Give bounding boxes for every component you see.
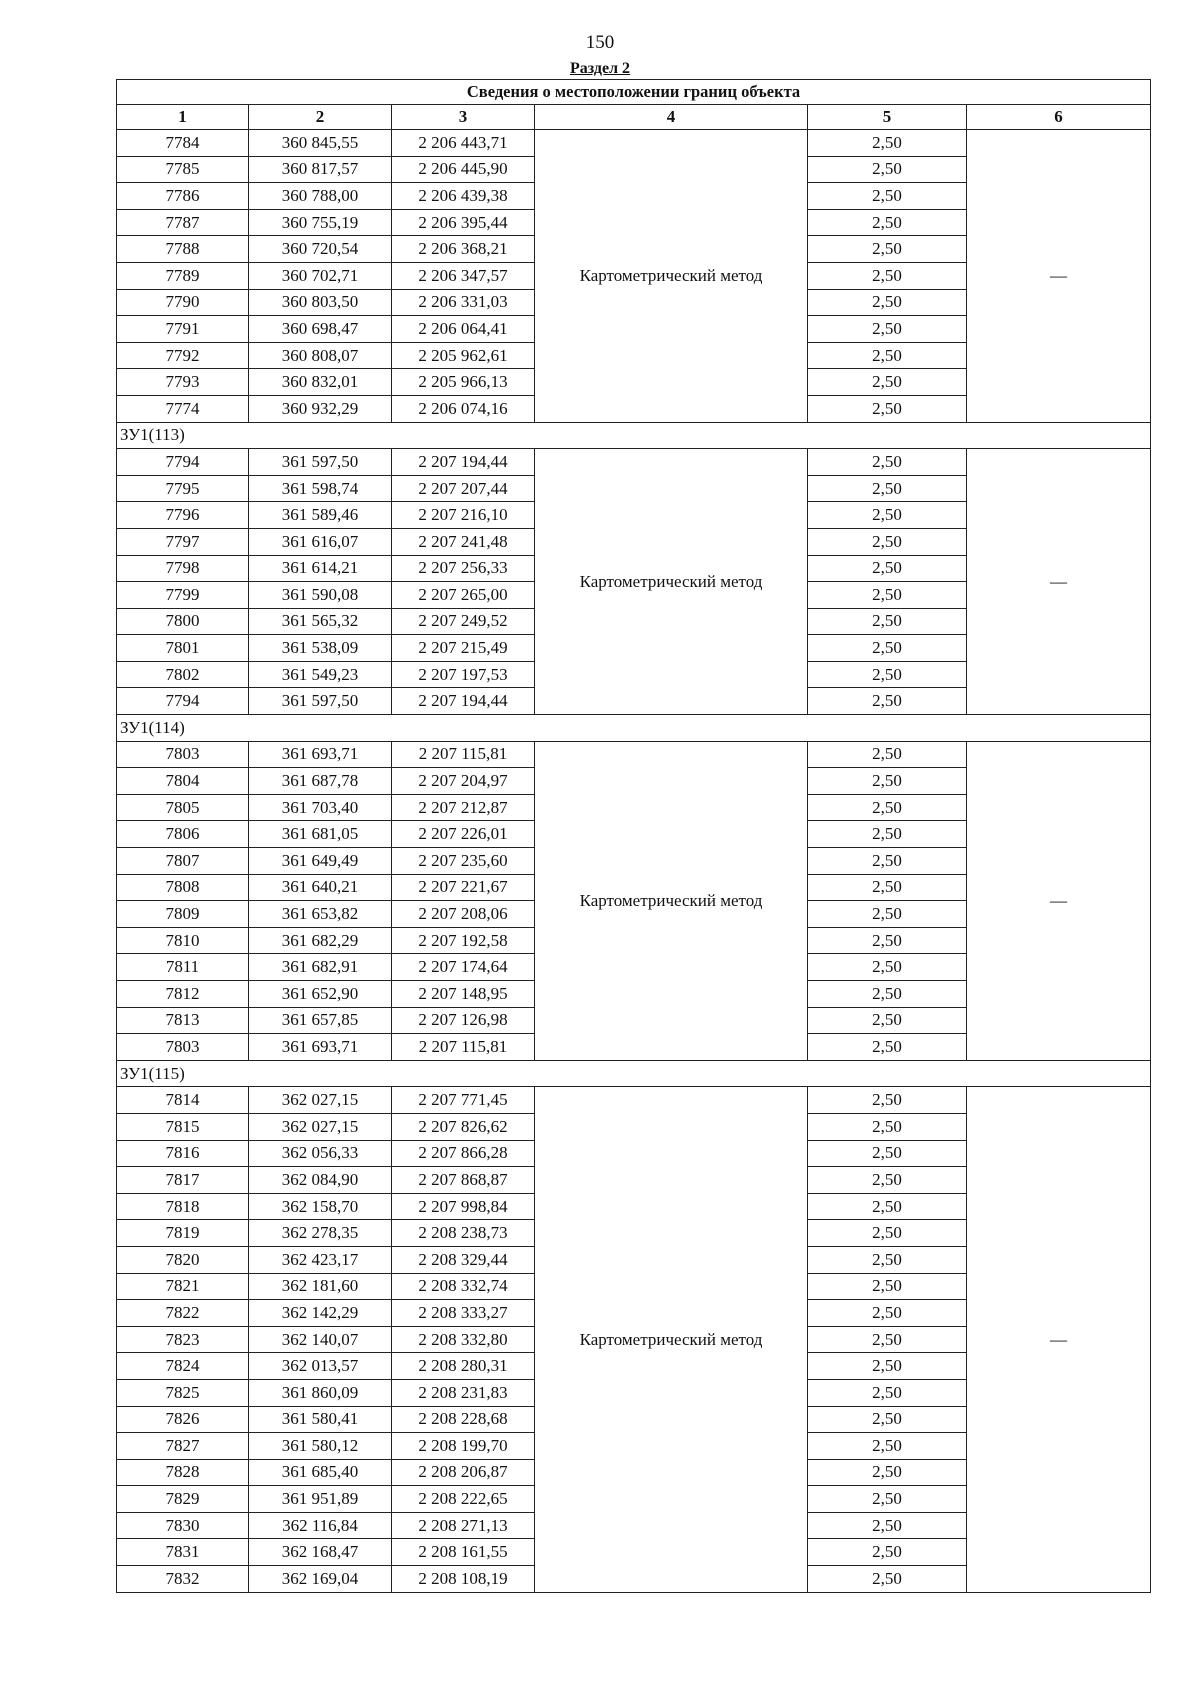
x-coordinate-cell: 361 565,32 xyxy=(249,608,392,635)
precision-cell: 2,50 xyxy=(808,874,967,901)
point-number-cell: 7817 xyxy=(117,1167,249,1194)
x-coordinate-cell: 361 860,09 xyxy=(249,1379,392,1406)
precision-cell: 2,50 xyxy=(808,1566,967,1593)
y-coordinate-cell: 2 207 212,87 xyxy=(392,794,535,821)
column-number-2: 2 xyxy=(249,105,392,130)
point-number-cell: 7799 xyxy=(117,582,249,609)
column-6-cell: — xyxy=(967,741,1151,1060)
y-coordinate-cell: 2 207 148,95 xyxy=(392,981,535,1008)
precision-cell: 2,50 xyxy=(808,1379,967,1406)
point-number-cell: 7829 xyxy=(117,1486,249,1513)
x-coordinate-cell: 362 027,15 xyxy=(249,1113,392,1140)
column-number-4: 4 xyxy=(535,105,808,130)
precision-cell: 2,50 xyxy=(808,635,967,662)
y-coordinate-cell: 2 207 204,97 xyxy=(392,768,535,795)
x-coordinate-cell: 360 808,07 xyxy=(249,342,392,369)
table-caption: Сведения о местоположении границ объекта xyxy=(117,80,1151,105)
x-coordinate-cell: 361 580,12 xyxy=(249,1433,392,1460)
y-coordinate-cell: 2 207 235,60 xyxy=(392,848,535,875)
x-coordinate-cell: 361 597,50 xyxy=(249,449,392,476)
point-number-cell: 7801 xyxy=(117,635,249,662)
x-coordinate-cell: 361 693,71 xyxy=(249,1034,392,1061)
x-coordinate-cell: 362 013,57 xyxy=(249,1353,392,1380)
point-number-cell: 7791 xyxy=(117,316,249,343)
point-number-cell: 7784 xyxy=(117,130,249,157)
x-coordinate-cell: 361 685,40 xyxy=(249,1459,392,1486)
y-coordinate-cell: 2 207 194,44 xyxy=(392,688,535,715)
column-number-6: 6 xyxy=(967,105,1151,130)
precision-cell: 2,50 xyxy=(808,1087,967,1114)
point-number-cell: 7828 xyxy=(117,1459,249,1486)
point-number-cell: 7774 xyxy=(117,395,249,422)
x-coordinate-cell: 360 845,55 xyxy=(249,130,392,157)
column-6-cell: — xyxy=(967,130,1151,423)
precision-cell: 2,50 xyxy=(808,981,967,1008)
precision-cell: 2,50 xyxy=(808,1113,967,1140)
point-number-cell: 7824 xyxy=(117,1353,249,1380)
y-coordinate-cell: 2 208 199,70 xyxy=(392,1433,535,1460)
point-number-cell: 7830 xyxy=(117,1512,249,1539)
x-coordinate-cell: 362 423,17 xyxy=(249,1246,392,1273)
point-number-cell: 7786 xyxy=(117,183,249,210)
y-coordinate-cell: 2 207 241,48 xyxy=(392,528,535,555)
precision-cell: 2,50 xyxy=(808,156,967,183)
y-coordinate-cell: 2 207 866,28 xyxy=(392,1140,535,1167)
x-coordinate-cell: 362 142,29 xyxy=(249,1300,392,1327)
y-coordinate-cell: 2 207 221,67 xyxy=(392,874,535,901)
point-number-cell: 7832 xyxy=(117,1566,249,1593)
x-coordinate-cell: 362 056,33 xyxy=(249,1140,392,1167)
precision-cell: 2,50 xyxy=(808,848,967,875)
precision-cell: 2,50 xyxy=(808,289,967,316)
point-number-cell: 7788 xyxy=(117,236,249,263)
table-row xyxy=(117,130,1151,157)
x-coordinate-cell: 362 181,60 xyxy=(249,1273,392,1300)
x-coordinate-cell: 361 682,91 xyxy=(249,954,392,981)
point-number-cell: 7809 xyxy=(117,901,249,928)
x-coordinate-cell: 362 158,70 xyxy=(249,1193,392,1220)
y-coordinate-cell: 2 207 216,10 xyxy=(392,502,535,529)
point-number-cell: 7814 xyxy=(117,1087,249,1114)
page-number: 150 xyxy=(585,32,615,53)
y-coordinate-cell: 2 208 231,83 xyxy=(392,1379,535,1406)
x-coordinate-cell: 362 116,84 xyxy=(249,1512,392,1539)
y-coordinate-cell: 2 206 331,03 xyxy=(392,289,535,316)
table-row xyxy=(117,1087,1151,1114)
point-number-cell: 7790 xyxy=(117,289,249,316)
y-coordinate-cell: 2 207 826,62 xyxy=(392,1113,535,1140)
y-coordinate-cell: 2 206 395,44 xyxy=(392,209,535,236)
x-coordinate-cell: 360 698,47 xyxy=(249,316,392,343)
column-6-cell: — xyxy=(967,449,1151,715)
x-coordinate-cell: 361 640,21 xyxy=(249,874,392,901)
group-label-row xyxy=(117,422,1151,449)
x-coordinate-cell: 361 682,29 xyxy=(249,927,392,954)
y-coordinate-cell: 2 208 108,19 xyxy=(392,1566,535,1593)
x-coordinate-cell: 361 693,71 xyxy=(249,741,392,768)
group-label: ЗУ1(113) xyxy=(117,422,1151,449)
precision-cell: 2,50 xyxy=(808,502,967,529)
y-coordinate-cell: 2 207 115,81 xyxy=(392,1034,535,1061)
point-number-cell: 7816 xyxy=(117,1140,249,1167)
precision-cell: 2,50 xyxy=(808,130,967,157)
x-coordinate-cell: 360 803,50 xyxy=(249,289,392,316)
x-coordinate-cell: 360 932,29 xyxy=(249,395,392,422)
y-coordinate-cell: 2 207 197,53 xyxy=(392,661,535,688)
precision-cell: 2,50 xyxy=(808,1539,967,1566)
x-coordinate-cell: 361 616,07 xyxy=(249,528,392,555)
table-row xyxy=(117,449,1151,476)
column-6-cell: — xyxy=(967,1087,1151,1592)
point-number-cell: 7793 xyxy=(117,369,249,396)
y-coordinate-cell: 2 208 332,80 xyxy=(392,1326,535,1353)
precision-cell: 2,50 xyxy=(808,768,967,795)
precision-cell: 2,50 xyxy=(808,1007,967,1034)
x-coordinate-cell: 361 590,08 xyxy=(249,582,392,609)
y-coordinate-cell: 2 207 265,00 xyxy=(392,582,535,609)
method-cell: Картометрический метод xyxy=(535,1087,808,1592)
y-coordinate-cell: 2 207 194,44 xyxy=(392,449,535,476)
point-number-cell: 7812 xyxy=(117,981,249,1008)
method-cell: Картометрический метод xyxy=(535,741,808,1060)
y-coordinate-cell: 2 208 329,44 xyxy=(392,1246,535,1273)
y-coordinate-cell: 2 206 347,57 xyxy=(392,262,535,289)
y-coordinate-cell: 2 207 249,52 xyxy=(392,608,535,635)
y-coordinate-cell: 2 208 332,74 xyxy=(392,1273,535,1300)
group-label-row xyxy=(117,715,1151,742)
precision-cell: 2,50 xyxy=(808,369,967,396)
point-number-cell: 7827 xyxy=(117,1433,249,1460)
column-number-1: 1 xyxy=(117,105,249,130)
precision-cell: 2,50 xyxy=(808,688,967,715)
precision-cell: 2,50 xyxy=(808,555,967,582)
y-coordinate-cell: 2 206 439,38 xyxy=(392,183,535,210)
precision-cell: 2,50 xyxy=(808,927,967,954)
precision-cell: 2,50 xyxy=(808,1034,967,1061)
y-coordinate-cell: 2 207 771,45 xyxy=(392,1087,535,1114)
precision-cell: 2,50 xyxy=(808,475,967,502)
y-coordinate-cell: 2 207 998,84 xyxy=(392,1193,535,1220)
precision-cell: 2,50 xyxy=(808,1220,967,1247)
y-coordinate-cell: 2 206 074,16 xyxy=(392,395,535,422)
y-coordinate-cell: 2 207 868,87 xyxy=(392,1167,535,1194)
section-title: Раздел 2 xyxy=(569,60,631,77)
y-coordinate-cell: 2 207 226,01 xyxy=(392,821,535,848)
y-coordinate-cell: 2 207 115,81 xyxy=(392,741,535,768)
precision-cell: 2,50 xyxy=(808,582,967,609)
precision-cell: 2,50 xyxy=(808,236,967,263)
precision-cell: 2,50 xyxy=(808,1512,967,1539)
x-coordinate-cell: 360 832,01 xyxy=(249,369,392,396)
y-coordinate-cell: 2 205 966,13 xyxy=(392,369,535,396)
precision-cell: 2,50 xyxy=(808,1486,967,1513)
y-coordinate-cell: 2 208 271,13 xyxy=(392,1512,535,1539)
table-body xyxy=(117,130,1151,1593)
precision-cell: 2,50 xyxy=(808,821,967,848)
point-number-cell: 7808 xyxy=(117,874,249,901)
x-coordinate-cell: 360 755,19 xyxy=(249,209,392,236)
point-number-cell: 7823 xyxy=(117,1326,249,1353)
precision-cell: 2,50 xyxy=(808,794,967,821)
x-coordinate-cell: 360 788,00 xyxy=(249,183,392,210)
precision-cell: 2,50 xyxy=(808,1140,967,1167)
precision-cell: 2,50 xyxy=(808,449,967,476)
group-label: ЗУ1(114) xyxy=(117,715,1151,742)
method-cell: Картометрический метод xyxy=(535,130,808,423)
point-number-cell: 7820 xyxy=(117,1246,249,1273)
precision-cell: 2,50 xyxy=(808,183,967,210)
x-coordinate-cell: 362 168,47 xyxy=(249,1539,392,1566)
y-coordinate-cell: 2 207 126,98 xyxy=(392,1007,535,1034)
x-coordinate-cell: 361 652,90 xyxy=(249,981,392,1008)
precision-cell: 2,50 xyxy=(808,661,967,688)
point-number-cell: 7796 xyxy=(117,502,249,529)
precision-cell: 2,50 xyxy=(808,528,967,555)
point-number-cell: 7818 xyxy=(117,1193,249,1220)
y-coordinate-cell: 2 206 064,41 xyxy=(392,316,535,343)
y-coordinate-cell: 2 206 368,21 xyxy=(392,236,535,263)
y-coordinate-cell: 2 208 238,73 xyxy=(392,1220,535,1247)
precision-cell: 2,50 xyxy=(808,1406,967,1433)
point-number-cell: 7805 xyxy=(117,794,249,821)
point-number-cell: 7803 xyxy=(117,741,249,768)
y-coordinate-cell: 2 207 215,49 xyxy=(392,635,535,662)
x-coordinate-cell: 362 169,04 xyxy=(249,1566,392,1593)
x-coordinate-cell: 360 702,71 xyxy=(249,262,392,289)
precision-cell: 2,50 xyxy=(808,209,967,236)
x-coordinate-cell: 361 653,82 xyxy=(249,901,392,928)
point-number-cell: 7813 xyxy=(117,1007,249,1034)
precision-cell: 2,50 xyxy=(808,1326,967,1353)
x-coordinate-cell: 361 681,05 xyxy=(249,821,392,848)
x-coordinate-cell: 361 687,78 xyxy=(249,768,392,795)
point-number-cell: 7822 xyxy=(117,1300,249,1327)
point-number-cell: 7785 xyxy=(117,156,249,183)
boundary-coordinates-table xyxy=(116,79,1151,1593)
group-label-row xyxy=(117,1060,1151,1087)
y-coordinate-cell: 2 208 222,65 xyxy=(392,1486,535,1513)
y-coordinate-cell: 2 207 208,06 xyxy=(392,901,535,928)
y-coordinate-cell: 2 207 207,44 xyxy=(392,475,535,502)
precision-cell: 2,50 xyxy=(808,395,967,422)
precision-cell: 2,50 xyxy=(808,1459,967,1486)
method-cell: Картометрический метод xyxy=(535,449,808,715)
point-number-cell: 7811 xyxy=(117,954,249,981)
x-coordinate-cell: 361 649,49 xyxy=(249,848,392,875)
precision-cell: 2,50 xyxy=(808,741,967,768)
column-number-row xyxy=(117,105,1151,130)
precision-cell: 2,50 xyxy=(808,1167,967,1194)
y-coordinate-cell: 2 208 206,87 xyxy=(392,1459,535,1486)
y-coordinate-cell: 2 208 333,27 xyxy=(392,1300,535,1327)
x-coordinate-cell: 361 951,89 xyxy=(249,1486,392,1513)
precision-cell: 2,50 xyxy=(808,1353,967,1380)
x-coordinate-cell: 361 657,85 xyxy=(249,1007,392,1034)
precision-cell: 2,50 xyxy=(808,316,967,343)
x-coordinate-cell: 360 817,57 xyxy=(249,156,392,183)
point-number-cell: 7819 xyxy=(117,1220,249,1247)
x-coordinate-cell: 362 140,07 xyxy=(249,1326,392,1353)
x-coordinate-cell: 360 720,54 xyxy=(249,236,392,263)
point-number-cell: 7798 xyxy=(117,555,249,582)
point-number-cell: 7792 xyxy=(117,342,249,369)
column-number-5: 5 xyxy=(808,105,967,130)
column-number-3: 3 xyxy=(392,105,535,130)
x-coordinate-cell: 361 703,40 xyxy=(249,794,392,821)
precision-cell: 2,50 xyxy=(808,954,967,981)
caption-row xyxy=(117,80,1151,105)
y-coordinate-cell: 2 207 174,64 xyxy=(392,954,535,981)
precision-cell: 2,50 xyxy=(808,1433,967,1460)
table-row xyxy=(117,741,1151,768)
point-number-cell: 7804 xyxy=(117,768,249,795)
y-coordinate-cell: 2 206 443,71 xyxy=(392,130,535,157)
x-coordinate-cell: 361 598,74 xyxy=(249,475,392,502)
x-coordinate-cell: 361 589,46 xyxy=(249,502,392,529)
point-number-cell: 7831 xyxy=(117,1539,249,1566)
x-coordinate-cell: 361 597,50 xyxy=(249,688,392,715)
precision-cell: 2,50 xyxy=(808,262,967,289)
x-coordinate-cell: 361 614,21 xyxy=(249,555,392,582)
point-number-cell: 7825 xyxy=(117,1379,249,1406)
x-coordinate-cell: 362 278,35 xyxy=(249,1220,392,1247)
point-number-cell: 7795 xyxy=(117,475,249,502)
y-coordinate-cell: 2 208 280,31 xyxy=(392,1353,535,1380)
x-coordinate-cell: 361 538,09 xyxy=(249,635,392,662)
y-coordinate-cell: 2 206 445,90 xyxy=(392,156,535,183)
x-coordinate-cell: 361 580,41 xyxy=(249,1406,392,1433)
x-coordinate-cell: 361 549,23 xyxy=(249,661,392,688)
y-coordinate-cell: 2 207 192,58 xyxy=(392,927,535,954)
x-coordinate-cell: 362 084,90 xyxy=(249,1167,392,1194)
y-coordinate-cell: 2 208 228,68 xyxy=(392,1406,535,1433)
point-number-cell: 7806 xyxy=(117,821,249,848)
y-coordinate-cell: 2 205 962,61 xyxy=(392,342,535,369)
point-number-cell: 7794 xyxy=(117,688,249,715)
precision-cell: 2,50 xyxy=(808,901,967,928)
point-number-cell: 7815 xyxy=(117,1113,249,1140)
point-number-cell: 7794 xyxy=(117,449,249,476)
point-number-cell: 7807 xyxy=(117,848,249,875)
point-number-cell: 7787 xyxy=(117,209,249,236)
point-number-cell: 7802 xyxy=(117,661,249,688)
precision-cell: 2,50 xyxy=(808,608,967,635)
y-coordinate-cell: 2 207 256,33 xyxy=(392,555,535,582)
point-number-cell: 7800 xyxy=(117,608,249,635)
precision-cell: 2,50 xyxy=(808,1300,967,1327)
precision-cell: 2,50 xyxy=(808,1246,967,1273)
point-number-cell: 7826 xyxy=(117,1406,249,1433)
y-coordinate-cell: 2 208 161,55 xyxy=(392,1539,535,1566)
precision-cell: 2,50 xyxy=(808,1273,967,1300)
group-label: ЗУ1(115) xyxy=(117,1060,1151,1087)
point-number-cell: 7821 xyxy=(117,1273,249,1300)
point-number-cell: 7803 xyxy=(117,1034,249,1061)
precision-cell: 2,50 xyxy=(808,342,967,369)
precision-cell: 2,50 xyxy=(808,1193,967,1220)
point-number-cell: 7810 xyxy=(117,927,249,954)
point-number-cell: 7789 xyxy=(117,262,249,289)
point-number-cell: 7797 xyxy=(117,528,249,555)
x-coordinate-cell: 362 027,15 xyxy=(249,1087,392,1114)
